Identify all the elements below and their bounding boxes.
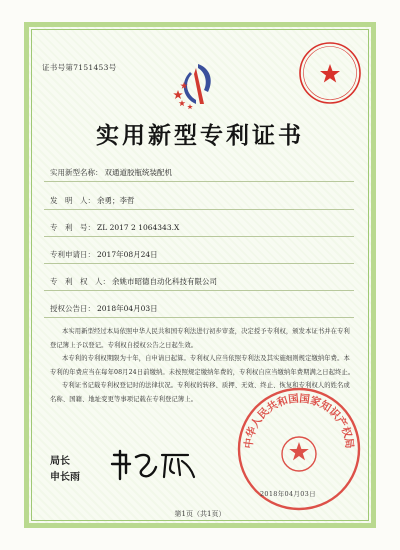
field-label: 专利申请日： [50,250,95,259]
page-footer: 第1页（共1页） [174,510,226,518]
field-label: 实用新型名称： [50,168,103,177]
body-paragraph: 专利证书记载专利权登记时的法律状况。专利权的转移、质押、无效、终止、恢复和专利权人的姓名或名称、国籍、地址变更等事项记载在专利登记簿上。 [50,382,350,403]
body-paragraph: 本实用新型经过本局依照中华人民共和国专利法进行初步审查，决定授予专利权，颁发本证书并在专利登记簿上予以登记。专利权自授权公告之日起生效。 [50,328,350,349]
field-value: 2018年04月03日 [97,304,158,313]
field-value: 余勇；李哲 [97,196,135,205]
director-signature-icon [108,447,198,481]
divider [44,209,354,210]
field-value: 双通道胶瓶统装配机 [104,168,172,177]
field-label: 授权公告日： [50,304,95,313]
field-utility-model-name [50,167,172,178]
divider [44,236,354,237]
field-filing-date [50,249,158,260]
certificate-title: 实用新型专利证书 [96,122,304,149]
field-grant-date [50,303,158,314]
seal-date: 2018年04月03日 [260,490,316,498]
director-name: 申长雨 [50,472,80,483]
field-value: 2017年08月24日 [97,250,158,259]
patent-certificate-seal-icon [297,40,363,106]
divider [44,181,354,182]
divider [44,263,354,264]
seal-text: 中华人民共和国国家知识产权局 [242,392,356,450]
divider [44,290,354,291]
director-title: 局长 [50,456,70,467]
svg-text:中华人民共和国国家知识产权局 [242,392,357,450]
field-label: 专 利 号： [50,223,95,232]
field-patentee [50,276,217,287]
divider [44,317,354,318]
certificate-number: 证书号第7151453号 [42,63,117,72]
field-label: 发 明 人： [50,196,95,205]
field-patent-number [50,222,179,233]
field-label: 专 利 权 人： [50,277,110,286]
body-paragraph: 本专利的专利权期限为十年，自申请日起算。专利权人应当依照专利法及其实施细则规定缴纳年费。本专利的年费应当在每年08月24日前缴纳。未按照规定缴纳年费的，专利权自应当缴纳年费期满之日起终止。 [50,355,355,376]
field-value: 余姚市昭德自动化科技有限公司 [112,277,217,286]
field-inventor [50,195,135,206]
cnipa-emblem-icon [170,60,230,110]
field-value: ZL 2017 2 1064343.X [97,223,180,232]
